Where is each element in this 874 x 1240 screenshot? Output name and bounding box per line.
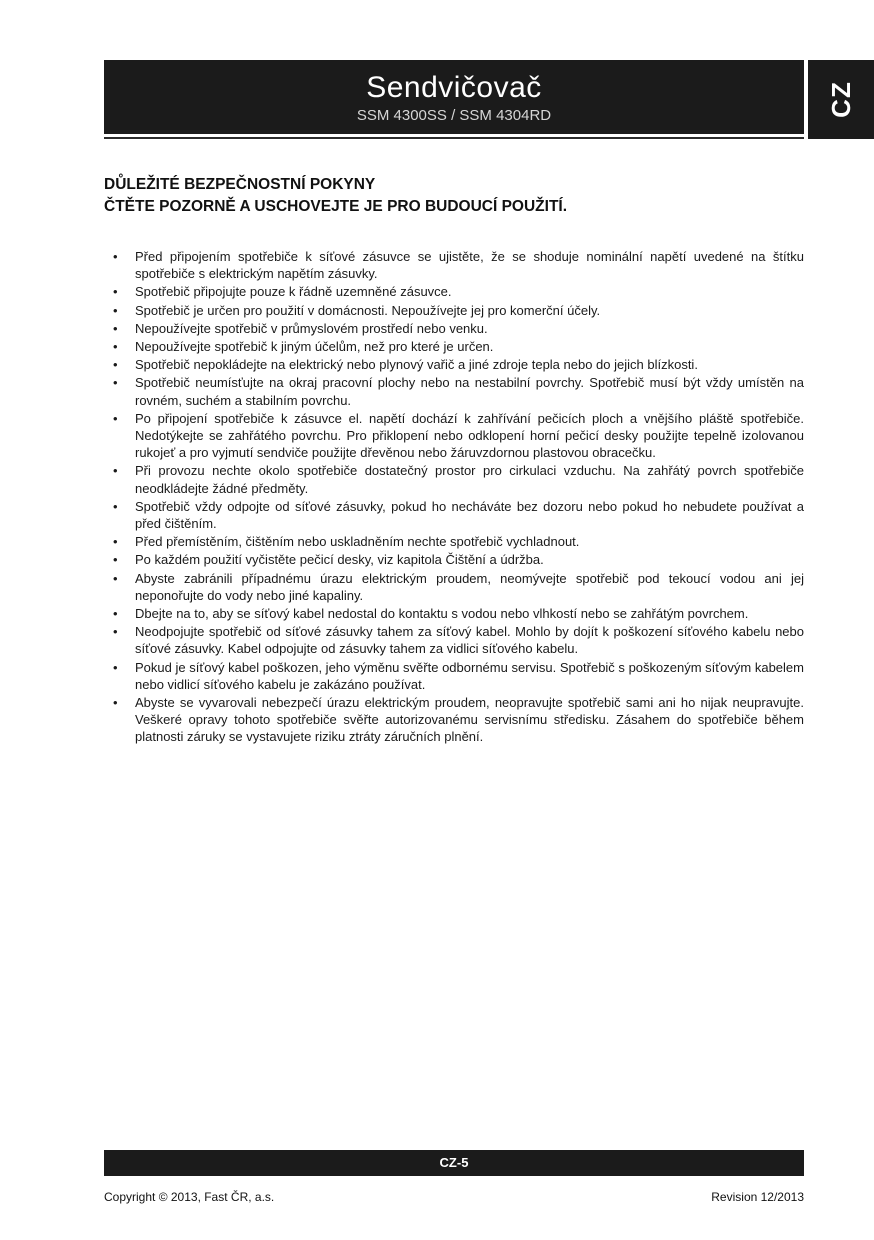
content-area xyxy=(104,174,804,747)
list-item: • Nepoužívejte spotřebič v průmyslovém prostředí nebo venku. xyxy=(104,320,804,337)
list-item: • Dbejte na to, aby se síťový kabel nedostal do kontaktu s vodou nebo vlhkostí nebo se zahřátým povrchem. xyxy=(104,605,804,622)
header-rule xyxy=(104,137,804,139)
page-title: Sendvičovač xyxy=(366,71,542,104)
list-item: • Před připojením spotřebiče k síťové zásuvce se ujistěte, že se shoduje nominální napětí uvedené na štítku spotřebiče s elektrickým napětím zásuvky. xyxy=(104,248,804,282)
page-number: CZ-5 xyxy=(439,1155,469,1170)
section-heading-line2: ČTĚTE POZORNĚ A USCHOVEJTE JE PRO BUDOUCÍ POUŽITÍ. xyxy=(104,198,568,215)
language-tab xyxy=(808,60,874,139)
list-item: • Spotřebič nepokládejte na elektrický nebo plynový vařič a jiné zdroje tepla nebo do jejich blízkosti. xyxy=(104,356,804,373)
list-item: • Po připojení spotřebiče k zásuvce el. napětí dochází k zahřívání pečicích ploch a vnějšího pláště spotřebiče. Nedotýkejte se zahřátého povrchu. Pro přiklopení nebo odklopení horní pečicí desky použijte tepelně izolovanou rukojeť a pro vyjmutí sendviče použijte dřevěnou nebo žáruvzdornou plastovou obracečku. xyxy=(104,410,804,462)
list-item: • Před přemístěním, čištěním nebo uskladněním nechte spotřebič vychladnout. xyxy=(104,533,804,550)
list-item: • Nepoužívejte spotřebič k jiným účelům, než pro které je určen. xyxy=(104,338,804,355)
language-tab-label: CZ xyxy=(825,81,856,118)
header-bar xyxy=(104,60,804,134)
revision-text: Revision 12/2013 xyxy=(711,1190,804,1204)
list-item: • Spotřebič připojujte pouze k řádně uzemněné zásuvce. xyxy=(104,283,804,300)
section-heading-line1: DŮLEŽITÉ BEZPEČNOSTNÍ POKYNY xyxy=(104,176,376,193)
list-item: • Spotřebič vždy odpojte od síťové zásuvky, pokud ho necháváte bez dozoru nebo pokud ho nebudete používat a před čištěním. xyxy=(104,498,804,532)
list-item: • Pokud je síťový kabel poškozen, jeho výměnu svěřte odbornému servisu. Spotřebič s poškozeným síťovým kabelem nebo vidlicí síťového kabelu je zakázáno používat. xyxy=(104,659,804,693)
list-item: • Neodpojujte spotřebič od síťové zásuvky tahem za síťový kabel. Mohlo by dojít k poškození síťového kabelu nebo síťové zásuvky. Kabel odpojujte od zásuvky tahem za vidlici síťového kabelu. xyxy=(104,623,804,657)
list-item: • Při provozu nechte okolo spotřebiče dostatečný prostor pro cirkulaci vzduchu. Na zahřátý povrch spotřebiče neodkládejte žádné předměty. xyxy=(104,462,804,496)
list-item: • Spotřebič je určen pro použití v domácnosti. Nepoužívejte jej pro komerční účely. xyxy=(104,302,804,319)
list-item: • Spotřebič neumísťujte na okraj pracovní plochy nebo na nestabilní povrchy. Spotřebič musí být vždy umístěn na rovném, suchém a stabilním povrchu. xyxy=(104,374,804,408)
list-item: • Abyste se vyvarovali nebezpečí úrazu elektrickým proudem, neopravujte spotřebič sami ani ho nijak neupravujte. Veškeré opravy tohoto spotřebiče svěřte autorizovanému servisnímu středisku. Zásahem do spotřebiče během platnosti záruky se vystavujete riziku ztráty záručních plnění. xyxy=(104,694,804,746)
safety-instructions-list xyxy=(104,248,804,746)
footer-page-bar xyxy=(104,1150,804,1176)
copyright-text: Copyright © 2013, Fast ČR, a.s. xyxy=(104,1190,275,1204)
list-item: • Po každém použití vyčistěte pečicí desky, viz kapitola Čištění a údržba. xyxy=(104,551,804,568)
list-item: • Abyste zabránili případnému úrazu elektrickým proudem, neomývejte spotřebič pod tekoucí vodou ani jej neponořujte do vody nebo jiné kapaliny. xyxy=(104,570,804,604)
footer-meta xyxy=(104,1190,804,1204)
page-subtitle: SSM 4300SS / SSM 4304RD xyxy=(356,107,552,124)
